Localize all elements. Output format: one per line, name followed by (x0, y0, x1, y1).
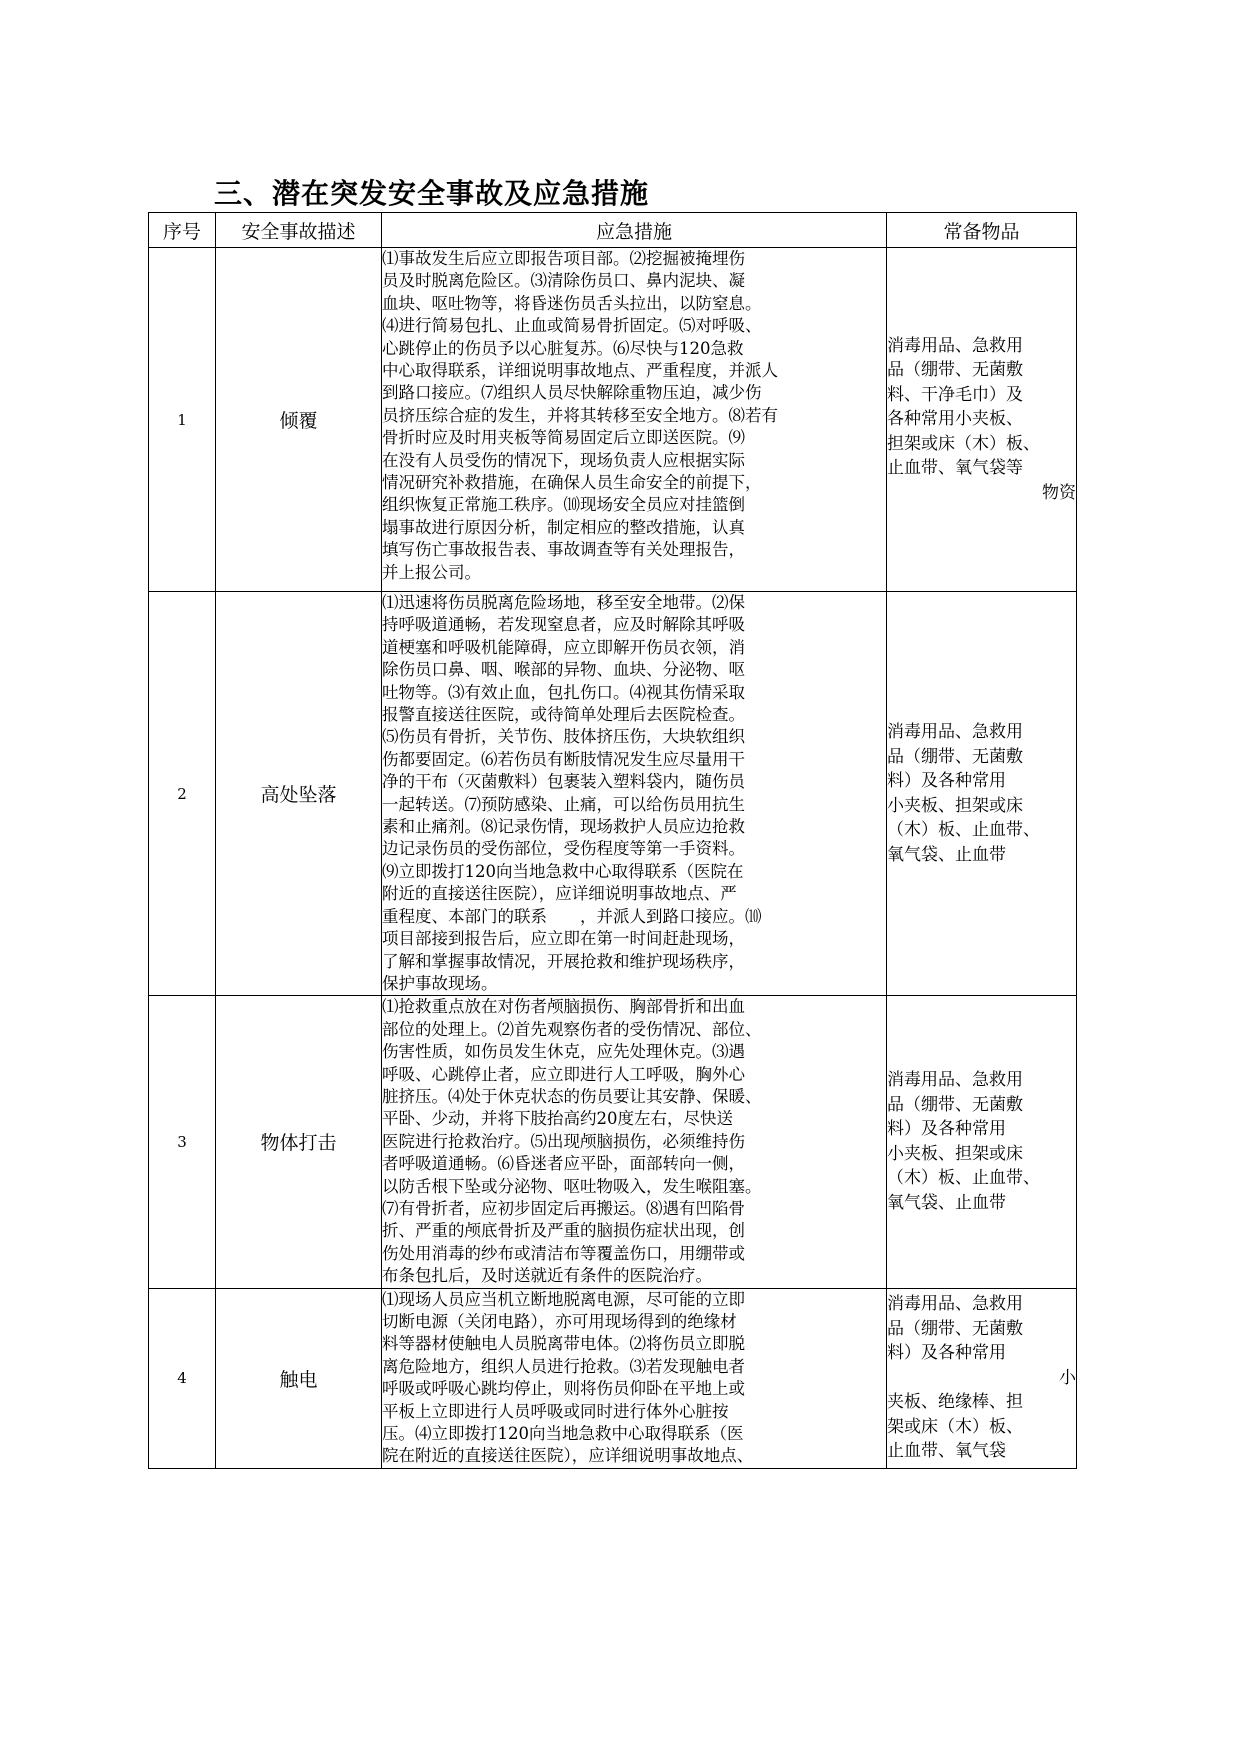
supply-line: 品（绷带、无菌敷 (887, 1318, 1023, 1339)
measure-line: 中心取得联系，详细说明事故地点、严重程度，并派人 (382, 361, 778, 381)
page-title: 三、潜在突发安全事故及应急措施 (214, 177, 650, 210)
measure-line: 骨折时应及时用夹板等简易固定后立即送医院。⑼ (382, 428, 745, 448)
measure-line: 以防舌根下坠或分泌物、呕吐物吸入，发生喉阻塞。 (382, 1176, 762, 1196)
standby-supplies-cell (887, 996, 1077, 1288)
supply-line: （木）板、止血带、 (887, 820, 1040, 841)
supply-line: 小夹板、担架或床 (887, 1143, 1023, 1164)
table-row (149, 996, 1077, 1288)
measure-line: 脏挤压。⑷处于休克状态的伤员要让其安静、保暖、 (382, 1086, 762, 1106)
measure-line: 呼吸或呼吸心跳均停止，则将伤员仰卧在平地上或 (382, 1379, 745, 1399)
table-header-row (149, 213, 1077, 248)
supply-line: 料）及各种常用 (887, 771, 1006, 792)
measure-line: 重程度、本部门的联系 ，并派人到路口接应。⑽ (382, 906, 762, 926)
measure-line: 素和止痛剂。⑻记录伤情，现场救护人员应边抢救 (382, 817, 745, 837)
measure-line: 平板上立即进行人员呼吸或同时进行体外心脏按 (382, 1401, 729, 1421)
measure-line: 附近的直接送往医院），应详细说明事故地点、严 (382, 884, 737, 904)
emergency-measures-cell (382, 1288, 887, 1468)
measure-line: 填写伤亡事故报告表、事故调查等有关处理报告， (382, 540, 745, 560)
header-no: 序号 (149, 213, 216, 248)
measure-line: ⑴迅速将伤员脱离危险场地，移至安全地带。⑵保 (382, 593, 745, 612)
measure-line: 道梗塞和呼吸机能障碍，应立即解开伤员衣领，消 (382, 637, 745, 657)
supply-line: 止血带、氧气袋 (887, 1441, 1006, 1462)
supply-line: 消毒用品、急救用 (887, 335, 1023, 356)
measure-line: 组织恢复正常施工秩序。⑽现场安全员应对挂篮倒 (382, 495, 745, 515)
supply-line: 担架或床（木）板、 (887, 433, 1040, 454)
measure-line: 边记录伤员的受伤部位，受伤程度等第一手资料。 (382, 839, 745, 859)
measure-line: 吐物等。⑶有效止血，包扎伤口。⑷视其伤情采取 (382, 682, 745, 702)
header-measures: 应急措施 (382, 213, 887, 248)
measure-line: 净的干布（灭菌敷料）包裹装入塑料袋内，随伤员 (382, 772, 745, 792)
measure-line: ⑼立即拨打120向当地急救中心取得联系（医院在 (382, 861, 744, 881)
measure-line: 院在附近的直接送往医院），应详细说明事故地点、 (382, 1446, 754, 1466)
measure-line: 并上报公司。 (382, 562, 481, 582)
measure-line: 伤都要固定。⑹若伤员有断肢情况发生应尽量用干 (382, 749, 745, 769)
emergency-measures-table (148, 212, 1077, 1469)
supply-line: 消毒用品、急救用 (887, 722, 1023, 743)
supply-line: 消毒用品、急救用 (887, 1070, 1023, 1091)
header-supplies: 常备物品 (887, 213, 1077, 248)
measure-line: 布条包扎后，及时送就近有条件的医院治疗。 (382, 1266, 712, 1286)
measure-line: ⑷进行简易包扎、止血或简易骨折固定。⑸对呼吸、 (382, 316, 762, 336)
measure-line: 切断电源（关闭电路），亦可用现场得到的绝缘材 (382, 1312, 737, 1331)
measure-line: 在没有人员受伤的情况下，现场负责人应根据实际 (382, 450, 745, 470)
supply-line: 夹板、绝缘棒、担 (887, 1392, 1023, 1413)
row-number: 2 (149, 592, 216, 996)
measure-line: 平卧、少动，并将下肢抬高约20度左右，尽快送 (382, 1109, 733, 1129)
measure-line: 部位的处理上。⑵首先观察伤者的受伤情况、部位、 (382, 1019, 762, 1039)
measure-line: 了解和掌握事故情况，开展抢救和维护现场秩序， (382, 951, 745, 971)
supply-line: （木）板、止血带、 (887, 1168, 1040, 1189)
standby-supplies-cell (887, 248, 1077, 592)
supply-line: 品（绷带、无菌敷 (887, 1094, 1023, 1115)
measure-line: 者呼吸道通畅。⑹昏迷者应平卧，面部转向一侧， (382, 1154, 745, 1174)
measure-line: 塌事故进行原因分析，制定相应的整改措施，认真 (382, 517, 745, 537)
supply-line: 品（绷带、无菌敷 (887, 360, 1023, 381)
measure-line: ⑺有骨折者，应初步固定后再搬运。⑻遇有凹陷骨 (382, 1198, 745, 1218)
measure-line: 持呼吸道通畅，若发现窒息者，应及时解除其呼吸 (382, 615, 745, 635)
measure-line: 心跳停止的伤员予以心脏复苏。⑹尽快与120急救 (382, 338, 744, 358)
row-number: 4 (149, 1288, 216, 1468)
supply-line: 止血带、氧气袋等 (887, 458, 1023, 479)
measure-line: 一起转送。⑺预防感染、止痛，可以给伤员用抗生 (382, 794, 745, 814)
measure-line: 项目部接到报告后，应立即在第一时间赶赴现场， (382, 929, 745, 949)
supply-line: 料）及各种常用 (887, 1343, 1006, 1364)
supply-line: 小 (1059, 1367, 1076, 1388)
emergency-measures-cell (382, 248, 887, 592)
measure-line: 员挤压综合症的发生，并将其转移至安全地方。⑻若有 (382, 405, 778, 425)
supply-line: 料）及各种常用 (887, 1119, 1006, 1140)
supply-line: 料、干净毛巾）及 (887, 384, 1023, 405)
measure-line: 伤害性质，如伤员发生休克，应先处理休克。⑶遇 (382, 1042, 745, 1062)
measure-line: ⑴抢救重点放在对伤者颅脑损伤、胸部骨折和出血 (382, 997, 745, 1017)
measure-line: ⑴事故发生后应立即报告项目部。⑵挖掘被掩埋伤 (382, 249, 745, 268)
incident-description: 物体打击 (216, 996, 382, 1288)
supply-line: 架或床（木）板、 (887, 1416, 1023, 1437)
table-row (149, 592, 1077, 996)
measure-line: 折、严重的颅底骨折及严重的脑损伤症状出现，创 (382, 1221, 745, 1241)
measure-line: 除伤员口鼻、咽、喉部的异物、血块、分泌物、呕 (382, 660, 745, 680)
header-description: 安全事故描述 (216, 213, 382, 248)
supply-line: 氧气袋、止血带 (887, 844, 1006, 865)
row-number: 3 (149, 996, 216, 1288)
measure-line: 医院进行抢救治疗。⑸出现颅脑损伤，必须维持伤 (382, 1131, 745, 1151)
emergency-measures-cell (382, 592, 887, 996)
measure-line: 员及时脱离危险区。⑶清除伤员口、鼻内泥块、凝 (382, 271, 745, 291)
measure-line: ⑸伤员有骨折，关节伤、肢体挤压伤，大块软组织 (382, 727, 745, 747)
measure-line: 伤处用消毒的纱布或清洁布等覆盖伤口，用绷带或 (382, 1243, 745, 1263)
table-body (149, 248, 1077, 1469)
standby-supplies-cell (887, 592, 1077, 996)
supply-line: 消毒用品、急救用 (887, 1294, 1023, 1315)
measure-line: 保护事故现场。 (382, 973, 498, 993)
supply-line: 物资 (1042, 482, 1076, 503)
measure-line: ⑴现场人员应当机立断地脱离电源，尽可能的立即 (382, 1289, 745, 1309)
supply-line: 氧气袋、止血带 (887, 1192, 1006, 1213)
supply-line: 各种常用小夹板、 (887, 409, 1023, 430)
table-row (149, 1288, 1077, 1468)
measure-line: 情况研究补救措施，在确保人员生命安全的前提下， (382, 473, 762, 493)
supply-line: 小夹板、担架或床 (887, 795, 1023, 816)
measure-line: 报警直接送往医院，或待简单处理后去医院检查。 (382, 705, 745, 725)
row-number: 1 (149, 248, 216, 592)
measure-line: 呼吸、心跳停止者，应立即进行人工呼吸，胸外心 (382, 1064, 745, 1084)
incident-description: 触电 (216, 1288, 382, 1468)
incident-description: 倾覆 (216, 248, 382, 592)
standby-supplies-cell (887, 1288, 1077, 1468)
measure-line: 料等器材使触电人员脱离带电体。⑵将伤员立即脱 (382, 1334, 745, 1354)
measure-line: 离危险地方，组织人员进行抢救。⑶若发现触电者 (382, 1356, 745, 1376)
measure-line: 到路口接应。⑺组织人员尽快解除重物压迫，减少伤 (382, 383, 762, 403)
emergency-measures-cell (382, 996, 887, 1288)
incident-description: 高处坠落 (216, 592, 382, 996)
supply-line: 品（绷带、无菌敷 (887, 746, 1023, 767)
table-row (149, 248, 1077, 592)
measure-line: 压。⑷立即拨打120向当地急救中心取得联系（医 (382, 1424, 744, 1444)
measure-line: 血块、呕吐物等，将昏迷伤员舌头拉出，以防窒息。 (382, 293, 762, 313)
